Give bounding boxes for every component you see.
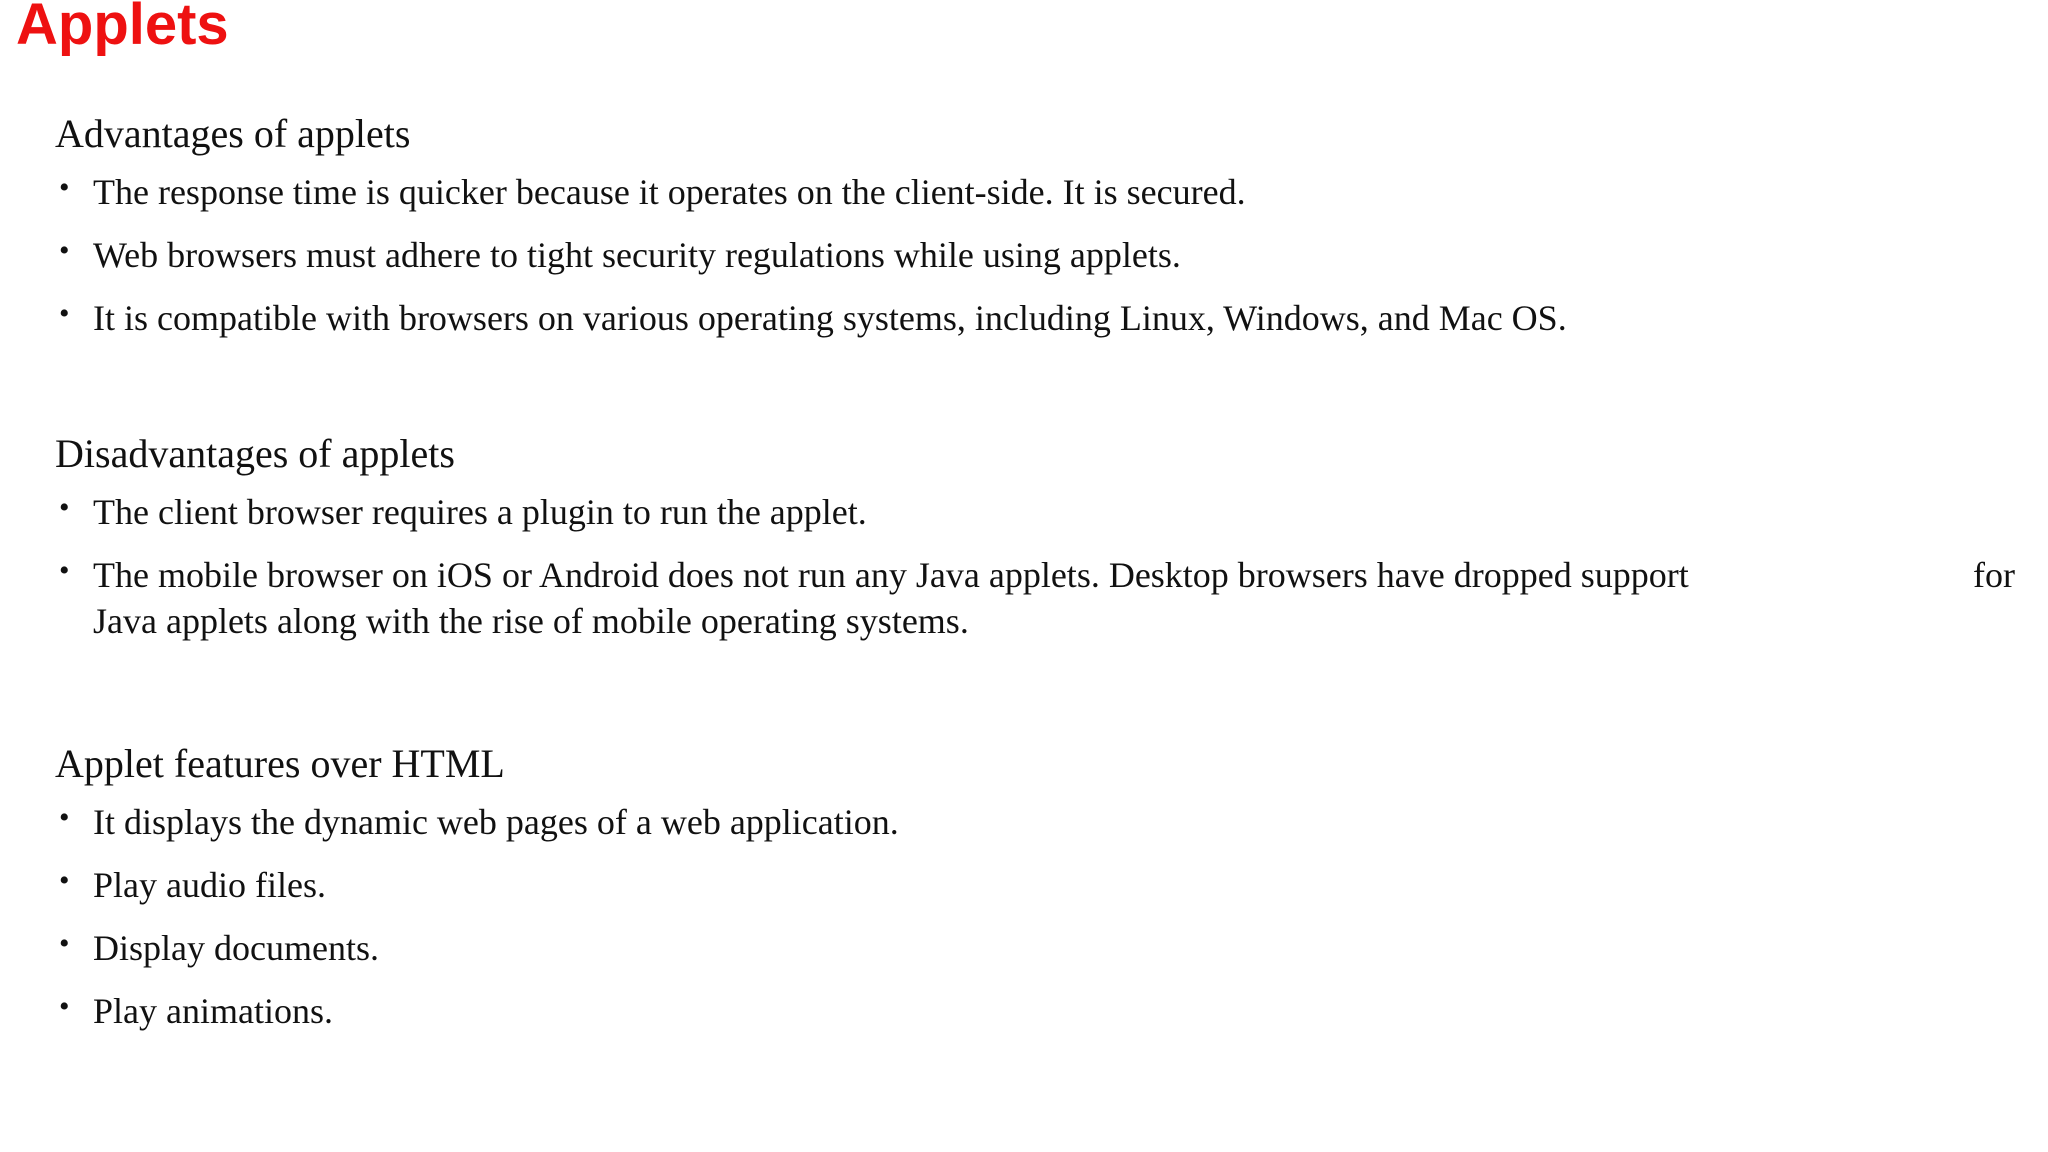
bullet-icon: • bbox=[59, 171, 70, 204]
bullet-icon: • bbox=[59, 927, 70, 960]
section-heading: Disadvantages of applets bbox=[55, 431, 455, 476]
list-item bbox=[55, 988, 2015, 1034]
section-disadvantages bbox=[55, 427, 2015, 661]
list-item bbox=[55, 295, 2015, 341]
bullet-icon: • bbox=[59, 801, 70, 834]
bullet-icon: • bbox=[59, 234, 70, 267]
list-item-text: Java applets along with the rise of mobile operating systems. bbox=[93, 601, 969, 641]
list-item-line bbox=[93, 552, 2015, 598]
bullet-icon: • bbox=[59, 297, 70, 330]
list-item-line bbox=[93, 598, 2015, 644]
section-advantages bbox=[55, 107, 2015, 358]
list-item bbox=[55, 489, 2015, 535]
list-item-text: Web browsers must adhere to tight security regulations while using applets. bbox=[93, 235, 1181, 275]
section-heading: Advantages of applets bbox=[55, 111, 411, 156]
bullet-list bbox=[55, 799, 2015, 1034]
list-item bbox=[55, 552, 2015, 644]
bullet-icon: • bbox=[59, 554, 70, 587]
list-item-text-end: for bbox=[1973, 555, 2015, 595]
list-item bbox=[55, 925, 2015, 971]
list-item-text: Display documents. bbox=[93, 928, 379, 968]
list-item-text: The response time is quicker because it operates on the client-side. It is secured. bbox=[93, 172, 1246, 212]
list-item bbox=[55, 232, 2015, 278]
section-features bbox=[55, 737, 2015, 1051]
list-item-text: Play audio files. bbox=[93, 865, 326, 905]
slide-title: Applets bbox=[16, 0, 229, 57]
bullet-icon: • bbox=[59, 491, 70, 524]
section-heading: Applet features over HTML bbox=[55, 741, 505, 786]
list-item-text: Play animations. bbox=[93, 991, 333, 1031]
list-item-text: The client browser requires a plugin to run the applet. bbox=[93, 492, 867, 532]
bullet-icon: • bbox=[59, 864, 70, 897]
list-item-text: It is compatible with browsers on various operating systems, including Linux, Windows, and Mac OS. bbox=[93, 298, 1567, 338]
list-item bbox=[55, 169, 2015, 215]
list-item bbox=[55, 799, 2015, 845]
list-item-text: The mobile browser on iOS or Android does not run any Java applets. Desktop browsers have dropped support bbox=[93, 555, 1689, 595]
list-item-text: It displays the dynamic web pages of a web application. bbox=[93, 802, 899, 842]
list-item bbox=[55, 862, 2015, 908]
bullet-icon: • bbox=[59, 990, 70, 1023]
bullet-list bbox=[55, 489, 2015, 644]
bullet-list bbox=[55, 169, 2015, 341]
